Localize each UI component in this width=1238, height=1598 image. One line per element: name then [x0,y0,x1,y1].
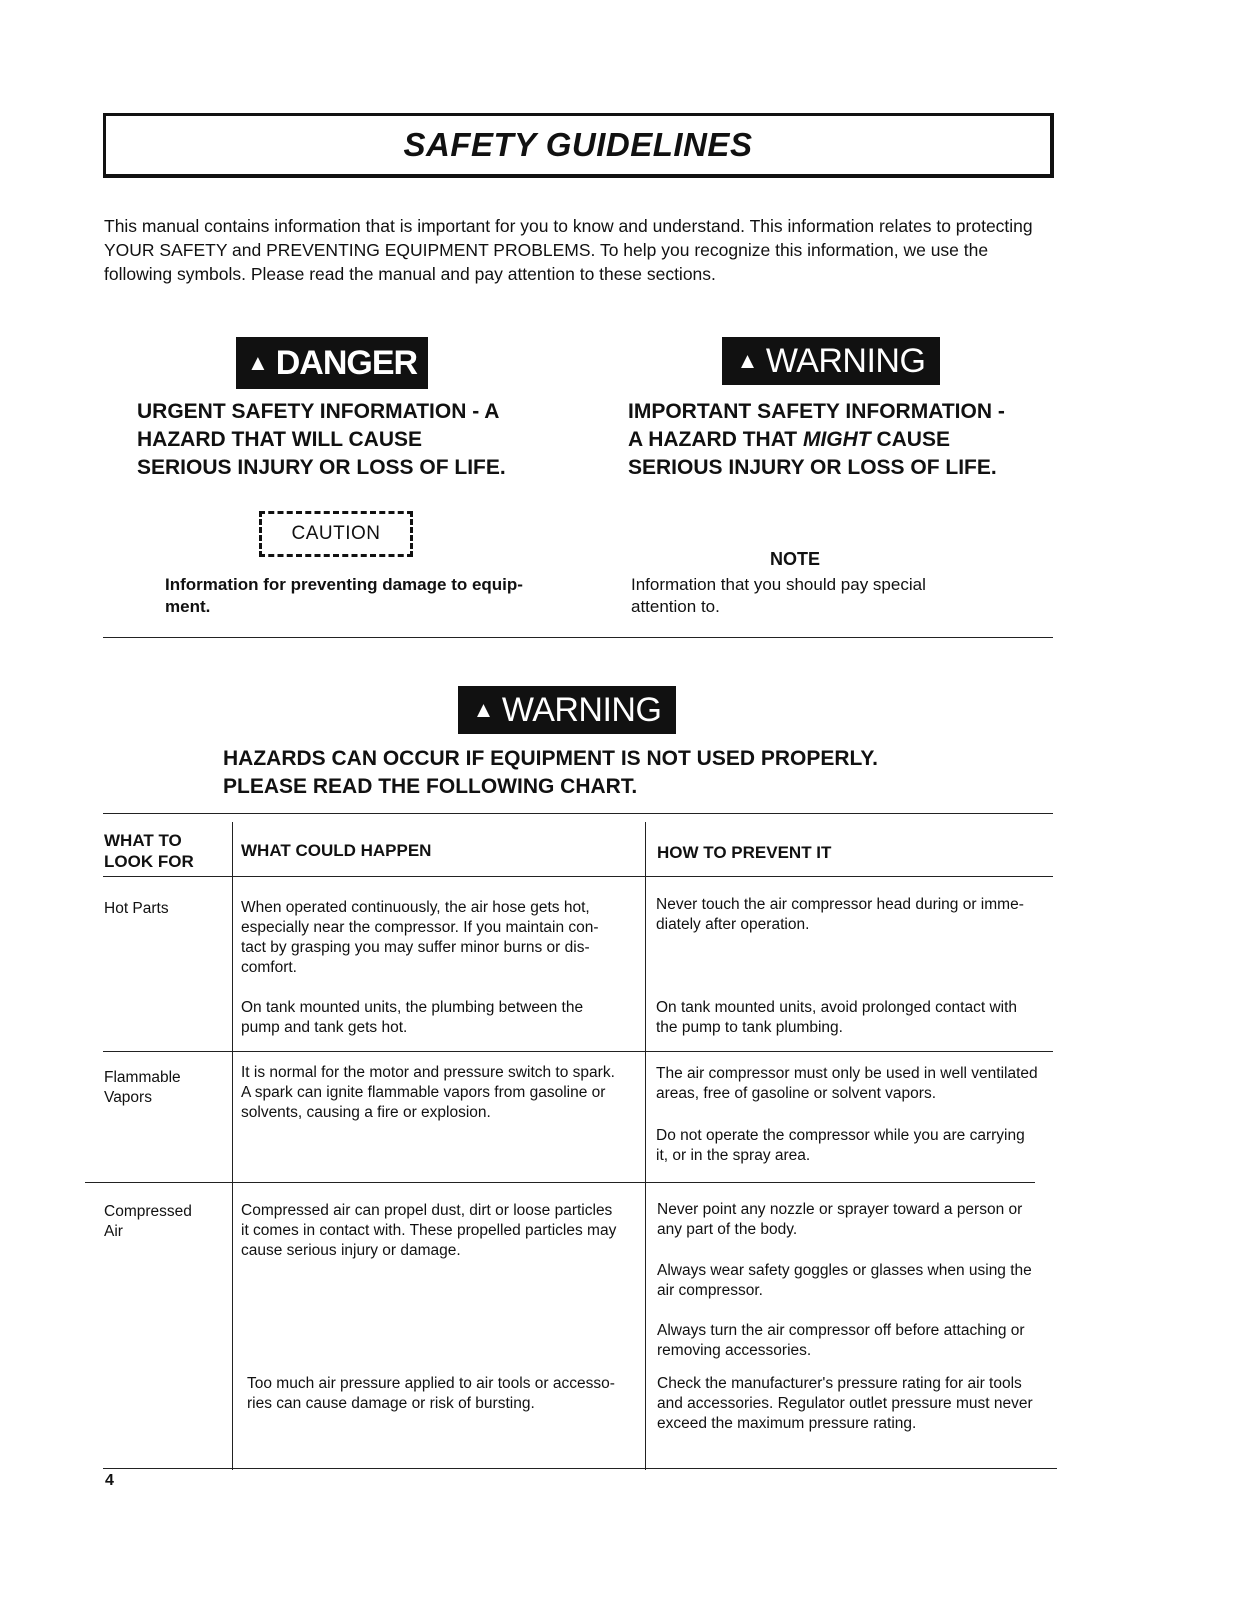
row-label-line: Vapors [104,1089,152,1106]
intro-paragraph [104,214,1064,286]
table-row-rule [85,1182,1035,1183]
cell-line: especially near the compressor. If you maintain con- [241,919,599,936]
warning-badge [722,337,940,385]
cell-line: tact by grasping you may suffer minor burns or dis- [241,939,590,956]
warning-triangle-icon: ▲ [472,697,494,722]
table-bottom-rule [103,1468,1057,1469]
cell-line: comfort. [241,959,297,976]
cell-line: A spark can ignite flammable vapors from gasoline or [241,1084,606,1101]
cell-line: removing accessories. [657,1342,812,1359]
row-label-line: Hot Parts [104,900,169,917]
table-header-line: WHAT TO [104,831,182,850]
cell-line: Check the manufacturer's pressure rating for air tools [657,1375,1022,1392]
danger-line: HAZARD THAT WILL CAUSE [137,428,423,451]
hot-prevent-1 [656,895,1024,935]
cell-line: When operated continuously, the air hose gets hot, [241,899,590,916]
table-header-prevent: HOW TO PREVENT IT [657,843,832,862]
row-label-hot-parts [104,899,169,919]
warning-triangle-icon: ▲ [246,350,268,375]
cell-line: diately after operation. [656,916,810,933]
caution-badge [259,511,413,557]
cell-line: On tank mounted units, avoid prolonged contact with [656,999,1018,1016]
hot-happen-1 [241,898,599,978]
cell-line: it, or in the spray area. [656,1147,811,1164]
hot-happen-2 [241,998,583,1038]
cell-line: Do not operate the compressor while you are carrying [656,1127,1025,1144]
hazards-warning-label: WARNING [501,690,662,729]
caution-label: CAUTION [291,523,381,544]
caution-line: ment. [165,597,211,616]
hazards-heading-line: PLEASE READ THE FOLLOWING CHART. [223,775,638,798]
warning-line2-post: CAUSE [870,428,950,451]
cell-line: solvents, causing a fire or explosion. [241,1104,491,1121]
warning-line: IMPORTANT SAFETY INFORMATION - [628,400,1005,423]
cell-line: pump and tank gets hot. [241,1019,408,1036]
cell-line: air compressor. [657,1282,763,1299]
row-label-line: Compressed [104,1203,192,1220]
row-label-compressed-air [104,1202,192,1242]
intro-line: following symbols. Please read the manual and pay attention to these sections. [104,264,716,284]
compressed-happen-2 [247,1374,615,1414]
cell-line: Never point any nozzle or sprayer toward a person or [657,1201,1023,1218]
table-header-look-for [104,830,194,872]
hazards-heading-line: HAZARDS CAN OCCUR IF EQUIPMENT IS NOT USED PROPERLY. [223,747,878,770]
table-column-divider [645,822,646,1470]
warning-line: SERIOUS INJURY OR LOSS OF LIFE. [628,456,997,479]
warning-triangle-icon: ▲ [736,348,758,373]
warning-line [628,426,1005,454]
row-label-line: Air [104,1223,123,1240]
compressed-prevent-1 [657,1200,1022,1240]
hazards-heading [223,745,878,801]
compressed-prevent-3 [657,1321,1025,1361]
table-header-happen: WHAT COULD HAPPEN [241,841,432,860]
cell-line: exceed the maximum pressure rating. [657,1415,917,1432]
cell-line: it comes in contact with. These propelled particles may [241,1222,617,1239]
cell-line: Always wear safety goggles or glasses when using the [657,1262,1032,1279]
table-header-line: LOOK FOR [104,852,194,871]
hot-prevent-2 [656,998,1017,1038]
cell-line: Too much air pressure applied to air tools or accesso- [247,1375,615,1392]
compressed-happen-1 [241,1201,616,1261]
compressed-prevent-2 [657,1261,1032,1301]
cell-line: areas, free of gasoline or solvent vapors. [656,1085,937,1102]
table-column-divider [232,822,233,1470]
note-description [631,574,926,618]
cell-line: Compressed air can propel dust, dirt or loose particles [241,1202,613,1219]
caution-description [165,574,523,618]
section-divider [103,637,1053,638]
compressed-prevent-4 [657,1374,1033,1434]
table-top-rule [103,813,1053,814]
note-line: Information that you should pay special [631,575,926,594]
danger-line: URGENT SAFETY INFORMATION - A [137,400,500,423]
cell-line: On tank mounted units, the plumbing between the [241,999,584,1016]
page-title-box [103,113,1054,178]
cell-line: any part of the body. [657,1221,798,1238]
row-label-line: Flammable [104,1069,181,1086]
caution-line: Information for preventing damage to equip- [165,575,523,594]
cell-line: The air compressor must only be used in well ventilated [656,1065,1038,1082]
intro-line: This manual contains information that is important for you to know and understand. This information relates to protecting [104,216,1033,236]
table-header-rule [103,876,1053,877]
cell-line: and accessories. Regulator outlet pressure must never [657,1395,1033,1412]
warning-line2-pre: A HAZARD THAT [628,428,803,451]
cell-line: It is normal for the motor and pressure switch to spark. [241,1064,615,1081]
cell-line: Always turn the air compressor off before attaching or [657,1322,1025,1339]
row-label-flammable-vapors [104,1068,181,1108]
page-title: SAFETY GUIDELINES [403,126,753,163]
cell-line: cause serious injury or damage. [241,1242,461,1259]
flammable-prevent-2 [656,1126,1025,1166]
warning-line2-emphasis: MIGHT [802,428,871,451]
warning-description [628,398,1005,482]
danger-line: SERIOUS INJURY OR LOSS OF LIFE. [137,456,506,479]
note-line: attention to. [631,597,720,616]
cell-line: ries can cause damage or risk of bursting. [247,1395,535,1412]
flammable-happen-1 [241,1063,615,1123]
intro-line: YOUR SAFETY and PREVENTING EQUIPMENT PROBLEMS. To help you recognize this information, we use the [104,240,989,260]
note-label: NOTE [770,549,821,569]
table-row-rule [103,1051,1053,1052]
cell-line: Never touch the air compressor head during or imme- [656,896,1024,913]
danger-badge [236,337,428,389]
warning-label: WARNING [765,341,926,380]
hazards-warning-badge [458,686,676,734]
cell-line: the pump to tank plumbing. [656,1019,843,1036]
page-number: 4 [105,1472,114,1489]
danger-label: DANGER [275,343,418,382]
danger-description [137,398,506,482]
flammable-prevent-1 [656,1064,1038,1104]
